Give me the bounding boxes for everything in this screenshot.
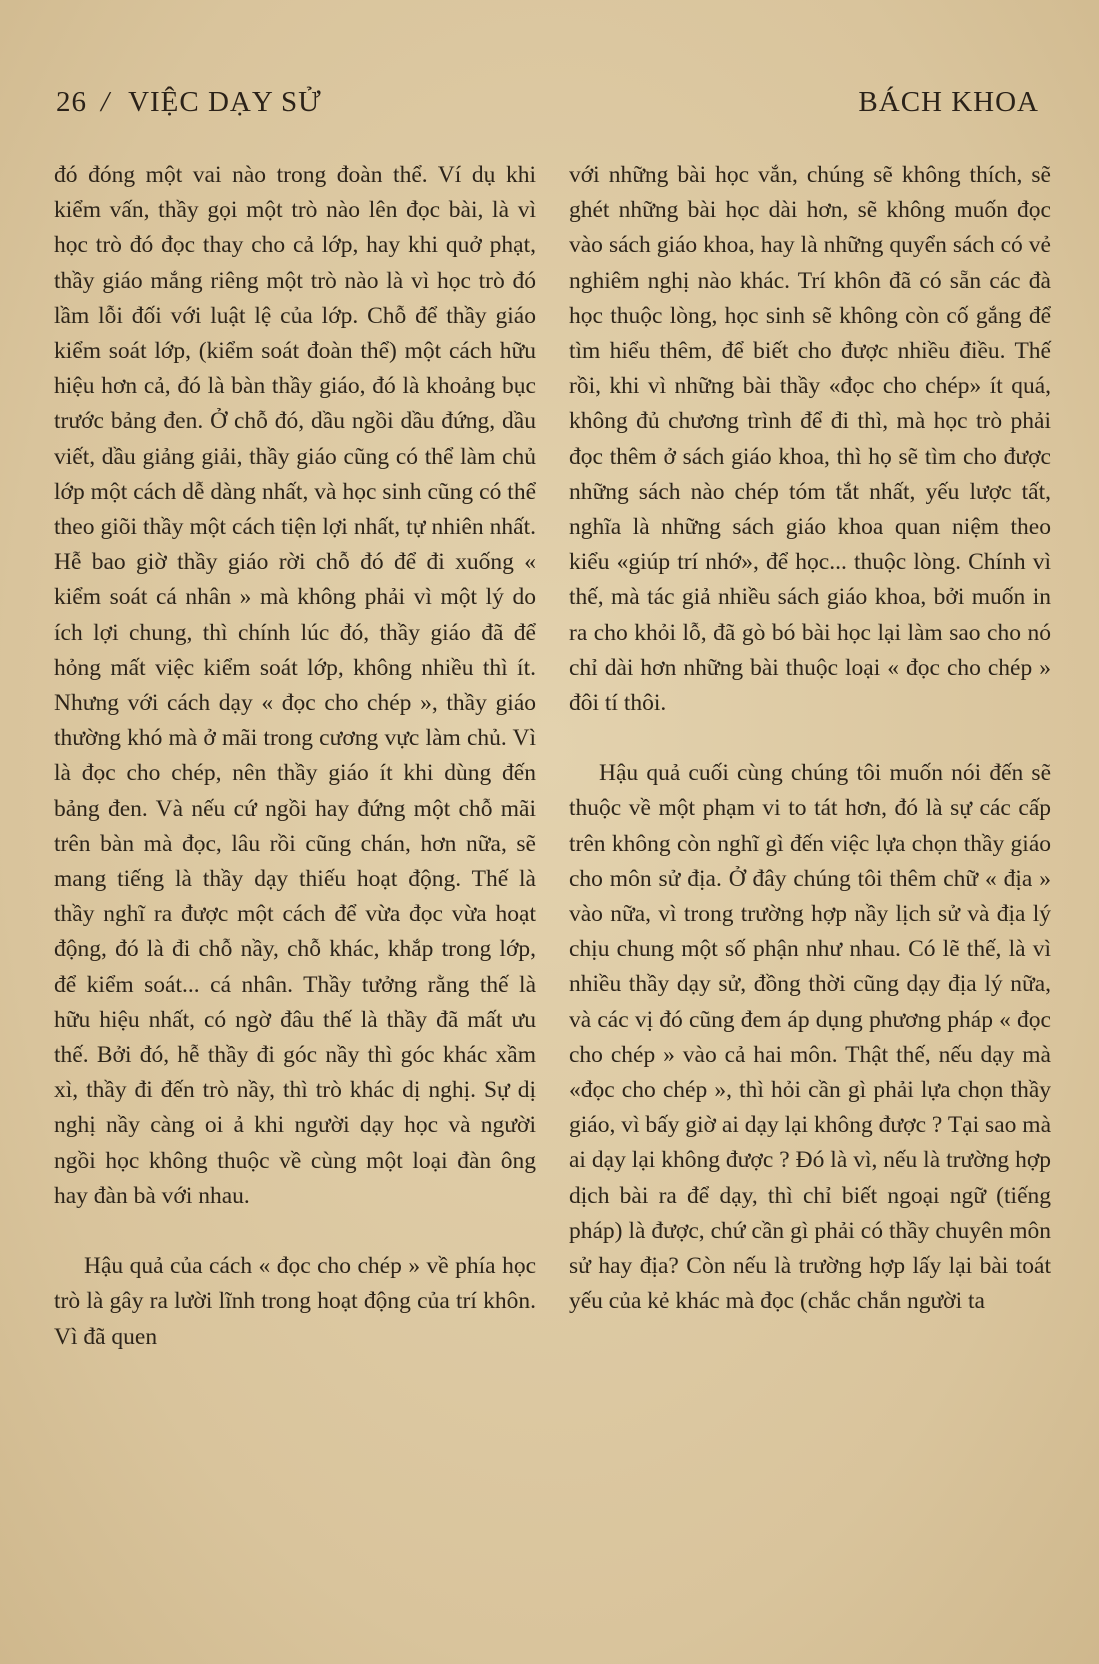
right-column [569, 158, 1051, 1320]
header-left [56, 86, 322, 119]
left-column [54, 158, 536, 1355]
right-paragraph-1: với những bài học vắn, chúng sẽ không thích, sẽ ghét những bài học dài hơn, sẽ không muốn đọc vào sách giáo khoa, hay là những quyển sách có vẻ nghiêm nghị nào khác. Trí khôn đã có sẵn các đà học thuộc lòng, học sinh sẽ không còn cố gắng để tìm hiểu thêm, để biết cho được nhiều điều. Thế rồi, khi vì những bài thầy «đọc cho chép» ít quá, không đủ chương trình để đi thì, mà học trò phải đọc thêm ở sách giáo khoa, thì họ sẽ tìm cho được những sách nào chép tóm tắt nhất, yếu lược tất, nghĩa là những sách giáo khoa quan niệm theo kiểu «giúp trí nhớ», để học... thuộc lòng. Chính vì thế, mà tác giả nhiều sách giáo khoa, bởi muốn in ra cho khỏi lỗ, đã gò bó bài học lại làm sao cho nó chỉ dài hơn những bài thuộc loại « đọc cho chép » đôi tí thôi. [569, 162, 1051, 717]
publication-title: BÁCH KHOA [858, 86, 1039, 118]
header-separator: / [101, 86, 111, 118]
left-paragraph-2: Hậu quả của cách « đọc cho chép » về phía học trò là gây ra lười lĩnh trong hoạt động của trí khôn. Vì đã quen [54, 1253, 536, 1350]
right-paragraph-2: Hậu quả cuối cùng chúng tôi muốn nói đến sẽ thuộc về một phạm vi to tát hơn, đó là sự các cấp trên không còn nghĩ gì đến việc lựa chọn thầy giáo cho môn sử địa. Ở đây chúng tôi thêm chữ « địa » vào nữa, vì trong trường hợp nầy lịch sử và địa lý chịu chung một số phận như nhau. Có lẽ thế, là vì nhiều thầy dạy sử, đồng thời cũng dạy địa lý nữa, và các vị đó cũng đem áp dụng phương pháp « đọc cho chép » vào cả hai môn. Thật thế, nếu dạy mà «đọc cho chép », thì hỏi cần gì phải lựa chọn thầy giáo, vì bấy giờ ai dạy lại không được ? Tại sao mà ai dạy lại không được ? Đó là vì, nếu là trường hợp dịch bài ra để dạy, thì chỉ biết ngoại ngữ (tiếng pháp) là được, chứ cần gì phải có thầy chuyên môn sử hay địa? Còn nếu là trường hợp lấy lại bài toát yếu của kẻ khác mà đọc (chắc chắn người ta [569, 760, 1051, 1315]
left-paragraph-1: đó đóng một vai nào trong đoàn thể. Ví dụ khi kiểm vấn, thầy gọi một trò nào lên đọc bài, là vì học trò đó đọc thay cho cả lớp, hay khi quở phạt, thầy giáo mắng riêng một trò nào là vì học trò đó lầm lỗi đối với luật lệ của lớp. Chỗ để thầy giáo kiểm soát lớp, (kiểm soát đoàn thể) một cách hữu hiệu hơn cả, đó là bàn thầy giáo, đó là khoảng bục trước bảng đen. Ở chỗ đó, dầu ngồi dầu đứng, dầu viết, dầu giảng giải, thầy giáo cũng có thể làm chủ lớp một cách dễ dàng nhất, và học sinh cũng có thể theo giõi thầy một cách tiện lợi nhất, tự nhiên nhất. Hễ bao giờ thầy giáo rời chỗ đó để đi xuống « kiểm soát cá nhân » mà không phải vì một lý do ích lợi chung, thì chính lúc đó, thầy giáo đã để hỏng mất việc kiểm soát lớp, không nhiều thì ít. Nhưng với cách dạy « đọc cho chép », thầy giáo thường khó mà ở mãi trong cương vực làm chủ. Vì là đọc cho chép, nên thầy giáo ít khi dùng đến bảng đen. Và nếu cứ ngồi hay đứng một chỗ mãi trên bàn mà đọc, lâu rồi cũng chán, hơn nữa, sẽ mang tiếng là thầy dạy thiếu hoạt động. Thế là thầy nghĩ ra được một cách để vừa đọc vừa hoạt động, đó là đi chỗ nầy, chỗ khác, khắp trong lớp, để kiểm soát... cá nhân. Thầy tưởng rằng thế là hữu hiệu nhất, có ngờ đâu thế là thầy đã mất ưu thế. Bởi đó, hễ thầy đi góc nầy thì góc khác xầm xì, thầy đi đến trò nầy, thì trò khác dị nghị. Sự dị nghị nầy càng oi ả khi người dạy học và người ngồi học không thuộc về cùng một loại đàn ông hay đàn bà với nhau. [54, 162, 536, 1209]
section-title: VIỆC DẠY SỬ [128, 86, 322, 118]
page-number: 26 [56, 86, 87, 118]
running-header [56, 86, 1039, 126]
